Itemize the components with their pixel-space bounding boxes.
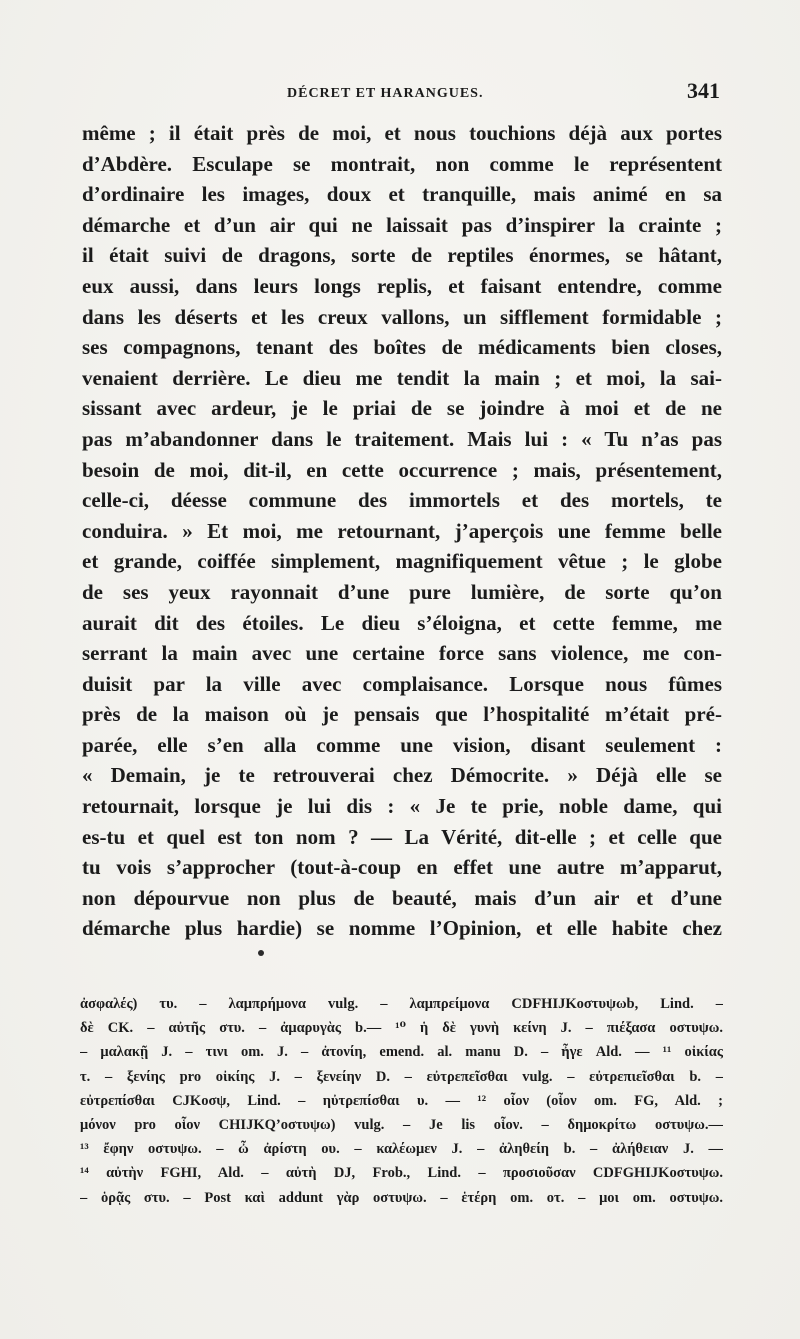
running-head: DÉCRET ET HARANGUES. [287,86,484,101]
main-text [82,118,722,944]
text-line: d’ordinaire les images, doux et tranquille, mais animé en sa [82,182,722,207]
footnote-line: δὲ CK. – αὐτῆς στυ. – ἀμαρυγὰς b.— ¹⁰ ἡ δὲ γυνὴ κείνη J. – πιέξασα οστυψω. [80,1020,723,1037]
text-line: pas m’abandonner dans le traitement. Mais lui : « Tu n’as pas [82,426,722,451]
page-header [82,78,720,112]
text-line: dans les déserts et les creux vallons, un sifflement formidable ; [82,304,722,329]
text-line: démarche et d’un air qui ne laissait pas d’inspirer la crainte ; [82,212,722,237]
text-line: sissant avec ardeur, je le priai de se joindre à moi et de ne [82,396,722,421]
text-line: parée, elle s’en alla comme une vision, disant seulement : [82,732,722,757]
footnote-line: – ὁρᾷς στυ. – Post καὶ addunt γὰρ οστυψω. – ἑτέρη om. οτ. – μοι om. οστυψω. [80,1189,723,1206]
text-line: es-tu et quel est ton nom ? — La Vérité, dit-elle ; et celle que [82,824,722,849]
text-line: eux aussi, dans leurs longs replis, et faisant entendre, comme [82,273,722,298]
text-line: tu vois s’approcher (tout-à-coup en effet une autre m’apparut, [82,855,722,880]
page-number: 341 [687,78,720,103]
text-line: celle-ci, déesse commune des immortels et des mortels, te [82,488,722,513]
footnote-line: εὐτρεπίσθαι CJKοσψ, Lind. – ηὐτρεπίσθαι υ. — ¹² οἷον (οἷον om. FG, Ald. ; [80,1092,723,1109]
footnote-line: ἀσφαλές) τυ. – λαμπρήμονα vulg. – λαμπρείμονα CDFHIJKοστυψωb, Lind. – [80,996,723,1012]
text-line: besoin de moi, dit-il, en cette occurrence ; mais, présentement, [82,457,722,482]
text-line: « Demain, je te retrouverai chez Démocrite. » Déjà elle se [82,763,722,788]
text-line: et grande, coiffée simplement, magnifiquement vêtue ; le globe [82,549,722,574]
text-line: non dépourvue non plus de beauté, mais d’un air et d’une [82,885,722,910]
text-line: retournait, lorsque je lui dis : « Je te prie, noble dame, qui [82,794,722,819]
text-line: démarche plus hardie) se nomme l’Opinion, et elle habite chez [82,916,722,941]
text-line: d’Abdère. Esculape se montrait, non comme le représentent [82,151,722,176]
footnote-line: – μαλακῇ J. – τινι om. J. – ἀτονίη, emend. al. manu D. – ἦγε Ald. — ¹¹ οἰκίας [80,1044,723,1061]
text-line: près de la maison où je pensais que l’hospitalité m’était pré- [82,702,722,727]
text-line: même ; il était près de moi, et nous touchions déjà aux portes [82,121,722,145]
footnote-line: ¹³ ἔφην οστυψω. – ὦ ἀρίστη ου. – καλέωμεν J. – ἀληθείη b. – ἀλήθειαν J. — [80,1141,723,1158]
footnote-line: μόνον pro οἷον CHIJKQ’οστυψω) vulg. – Je lis οἷον. – δημοκρίτω οστυψω.— [80,1116,723,1133]
footnote-line: τ. – ξενίης pro οἰκίης J. – ξενείην D. – εὐτρεπεῖσθαι vulg. – εὐτρεπιεῖσθαι b. – [80,1068,723,1085]
text-line: conduira. » Et moi, me retournant, j’aperçois une femme belle [82,518,722,543]
text-line: ses compagnons, tenant des boîtes de médicaments bien closes, [82,335,722,360]
footnote-line: ¹⁴ αὐτὴν FGHI, Ald. – αὐτὴ DJ, Frob., Lind. – προσιοῦσαν CDFGHIJKοστυψω. [80,1165,723,1182]
text-line: de ses yeux rayonnait d’une pure lumière, de sorte qu’on [82,579,722,604]
text-line: duisit par la ville avec complaisance. Lorsque nous fûmes [82,671,722,696]
text-line: il était suivi de dragons, sorte de reptiles énormes, se hâtant, [82,243,722,268]
text-line: aurait dit des étoiles. Le dieu s’éloigna, et cette femme, me [82,610,722,635]
ink-dot [258,950,264,956]
text-line: venaient derrière. Le dieu me tendit la main ; et moi, la sai- [82,365,722,390]
text-line: serrant la main avec une certaine force sans violence, me con- [82,641,722,666]
footnotes [80,992,723,1210]
